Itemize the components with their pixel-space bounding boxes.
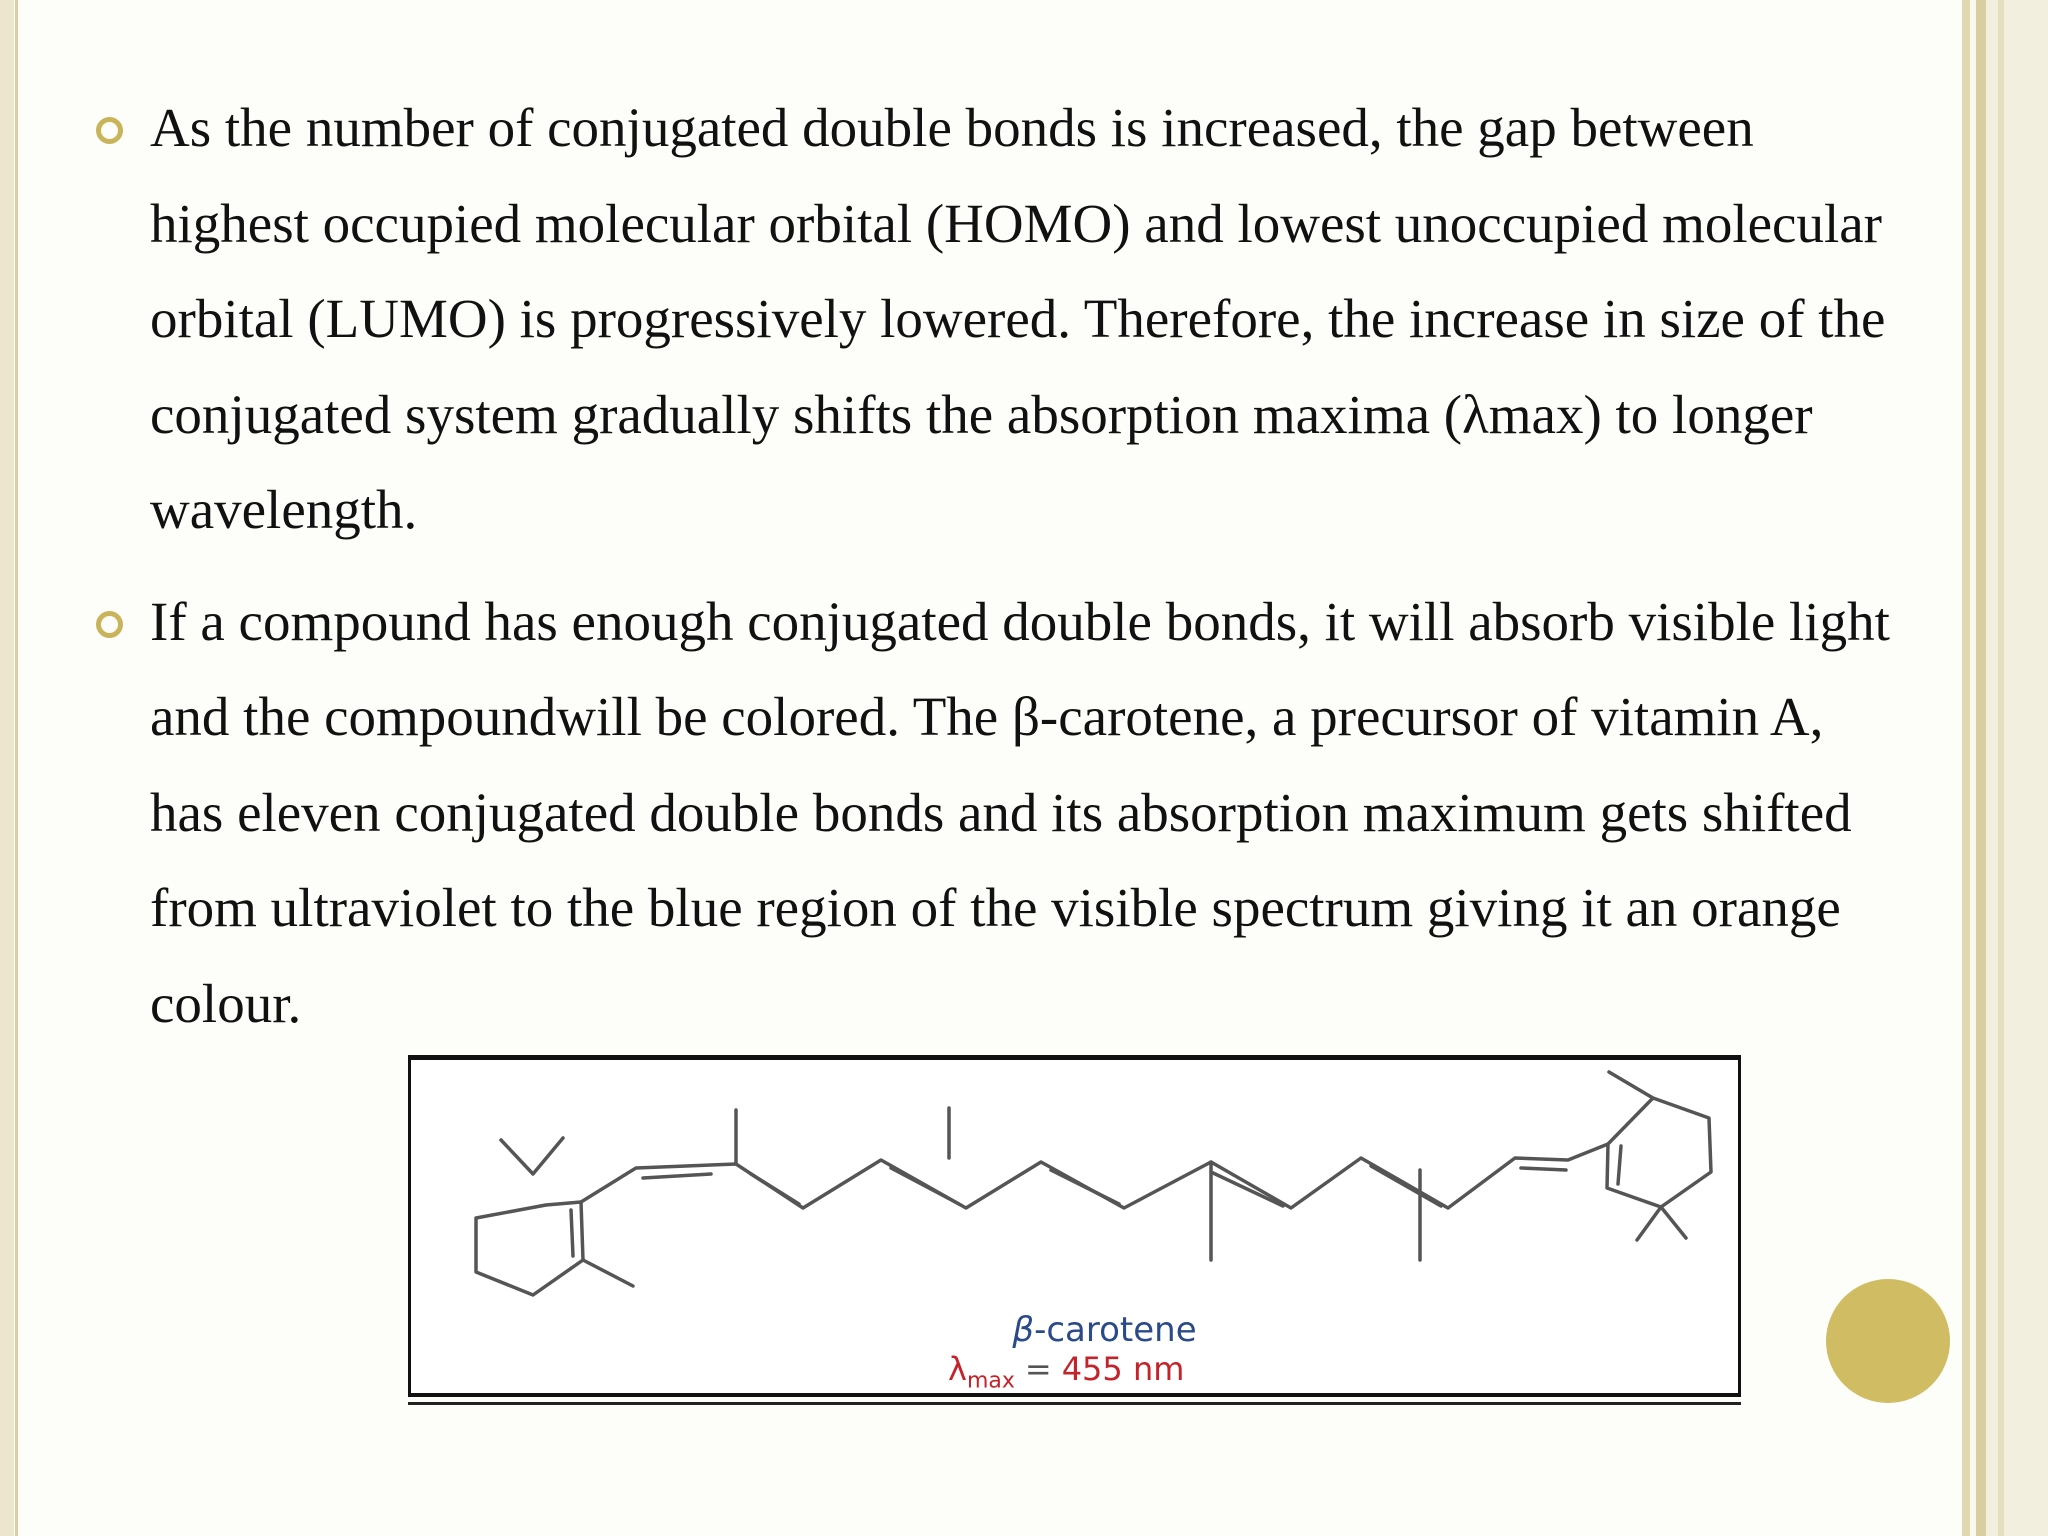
- left-border-strip: [0, 0, 14, 1536]
- lambda-symbol: λ: [948, 1350, 967, 1388]
- right-border-panel: [1986, 0, 2048, 1536]
- bullet-item: [96, 80, 1896, 558]
- right-border-strip-inner: [1976, 0, 1986, 1536]
- decorative-circle: [1826, 1279, 1950, 1403]
- lambda-max-label: [948, 1350, 1184, 1393]
- figure-bottom-rule: [408, 1402, 1741, 1405]
- right-border-line: [1998, 0, 2004, 1536]
- lambda-subscript: max: [966, 1368, 1015, 1394]
- compound-greek-letter: β: [1012, 1310, 1035, 1350]
- bullet-text: If a compound has enough conjugated double bonds, it will absorb visible light and the compoundwill be colored. The β-carotene, a precursor of vitamin A, has eleven conjugated double bonds and its absorption maximum gets shifted from ultraviolet to the blue region of the visible spectrum giving it an orange colour.: [150, 590, 1890, 1034]
- slide-content: [96, 80, 1896, 1067]
- lambda-value: 455 nm: [1061, 1350, 1185, 1388]
- compound-label: [411, 1310, 1738, 1350]
- bullet-ring-icon: [96, 117, 123, 144]
- bullet-item: [96, 574, 1896, 1052]
- bullet-ring-icon: [96, 611, 123, 638]
- bullet-text: As the number of conjugated double bonds is increased, the gap between highest occupied molecular orbital (HOMO) and lowest unoccupied molecular orbital (LUMO) is progressively lowered. Therefore, the increase in size of the conjugated system gradually shifts the absorption maxima (λmax) to longer wavelength.: [150, 97, 1886, 540]
- right-border-strip: [1962, 0, 1970, 1536]
- equals-sign: =: [1024, 1350, 1052, 1388]
- compound-name: -carotene: [1034, 1310, 1197, 1350]
- left-border-line: [15, 0, 18, 1536]
- beta-carotene-figure: [408, 1055, 1741, 1397]
